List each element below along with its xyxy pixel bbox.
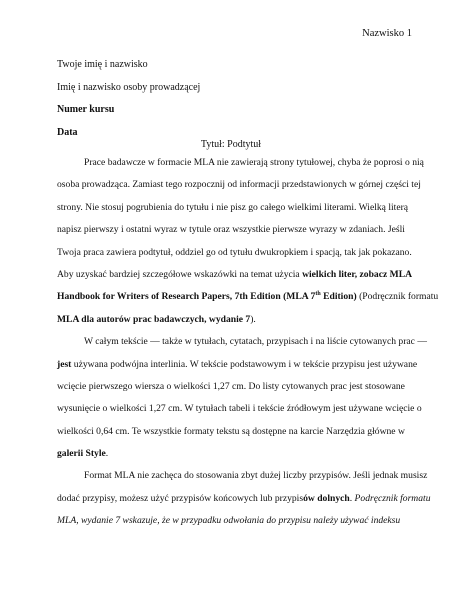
document-body[interactable] [57,152,439,533]
mla-heading-block [57,54,417,144]
paragraph-3-line [57,488,431,510]
bold-text-run: wielkich liter, zobacz MLA [302,268,413,280]
paper-title[interactable]: Tytuł: Podtytuł [200,139,262,150]
date[interactable]: Data [57,126,78,138]
running-head: Nazwisko 1 [362,28,412,39]
text-run: używana podwójna interlinia. W tekście podstawowym i w tekście przypisu jest używane [71,358,418,370]
paragraph-2-line: wysunięcie o wielkości 1,27 cm. W tytułach tabeli i tekście źródłowym jest używane wcięcie o [57,403,422,415]
bold-text-run: ów dolnych [303,492,350,504]
bold-text-run: Handbook for Writers of Research Papers, 7th Edition [57,291,281,303]
bold-text-run: jest [57,358,72,370]
paragraph-1-line: Prace badawcze w formacie MLA nie zawierają strony tytułowej, chyba że poprosi o nią [84,157,424,168]
paragraph-1-line: Twoja praca zawiera podtytuł, oddziel go od tytułu dwukropkiem i spacją, tak jak pokazano. [57,246,412,258]
text-run: dodać przypisy, możesz użyć przypisów końcowych lub przypis [57,492,304,504]
instructor-name[interactable]: Imię i nazwisko osoby prowadzącej [57,81,201,93]
paragraph-1-line: napisz pierwszy i ostatni wyraz w tytule oraz wszystkie pierwsze wyrazy w zdaniach. Jeśli [57,224,405,236]
paragraph-1-line [57,286,439,308]
text-run: . [105,448,109,460]
paragraph-2-line [57,443,412,465]
paragraph-3-line: Format MLA nie zachęca do stosowania zbyt dużej liczby przypisów. Jeśli jednak musisz [84,470,428,482]
paragraph-2-line [57,354,418,376]
bold-text-run: Edition) [320,291,357,303]
paragraph-3-line: MLA, wydanie 7 wskazuje, że w przypadku odwołania do przypisu należy używać indeksu [57,515,401,527]
bold-text-run: galerii Style [57,448,106,460]
text-run: ). [250,313,256,325]
course-number[interactable]: Numer kursu [57,104,115,115]
paragraph-2-line: wcięcie pierwszego wiersza o wielkości 1,27 cm. Do listy cytowanych prac jest stosowane [57,380,405,392]
author-name[interactable]: Twoje imię i nazwisko [57,59,148,70]
superscript: th [315,291,321,298]
text-run: (Podręcznik formatu [356,291,439,303]
paragraph-1-line: osoba prowadząca. Zamiast tego rozpocznij od informacji przedstawionych w górnej części tej [57,179,421,191]
bold-text-run: MLA dla autorów prac badawczych, wydanie 7 [57,313,251,325]
text-run: . [349,492,355,504]
paragraph-2-line: wielkości 0,64 cm. Te wszystkie formaty tekstu są dostępne na karcie Narzędzia główne w [57,425,405,437]
paragraph-1-line [57,309,412,331]
bold-text-run: (MLA 7 [280,291,316,303]
paragraph-2-line: W całym tekście — także w tytułach, cytatach, przypisach i na liście cytowanych prac — [84,336,427,348]
paragraph-1-line [57,264,412,286]
italic-text-run: Podręcznik formatu [354,492,431,504]
paragraph-1-line: strony. Nie stosuj pogrubienia do tytułu i nie pisz go całego wielkimi literami. Wielką literą [57,201,409,213]
text-run: Aby uzyskać bardziej szczegółowe wskazówki na temat użycia [57,268,303,280]
